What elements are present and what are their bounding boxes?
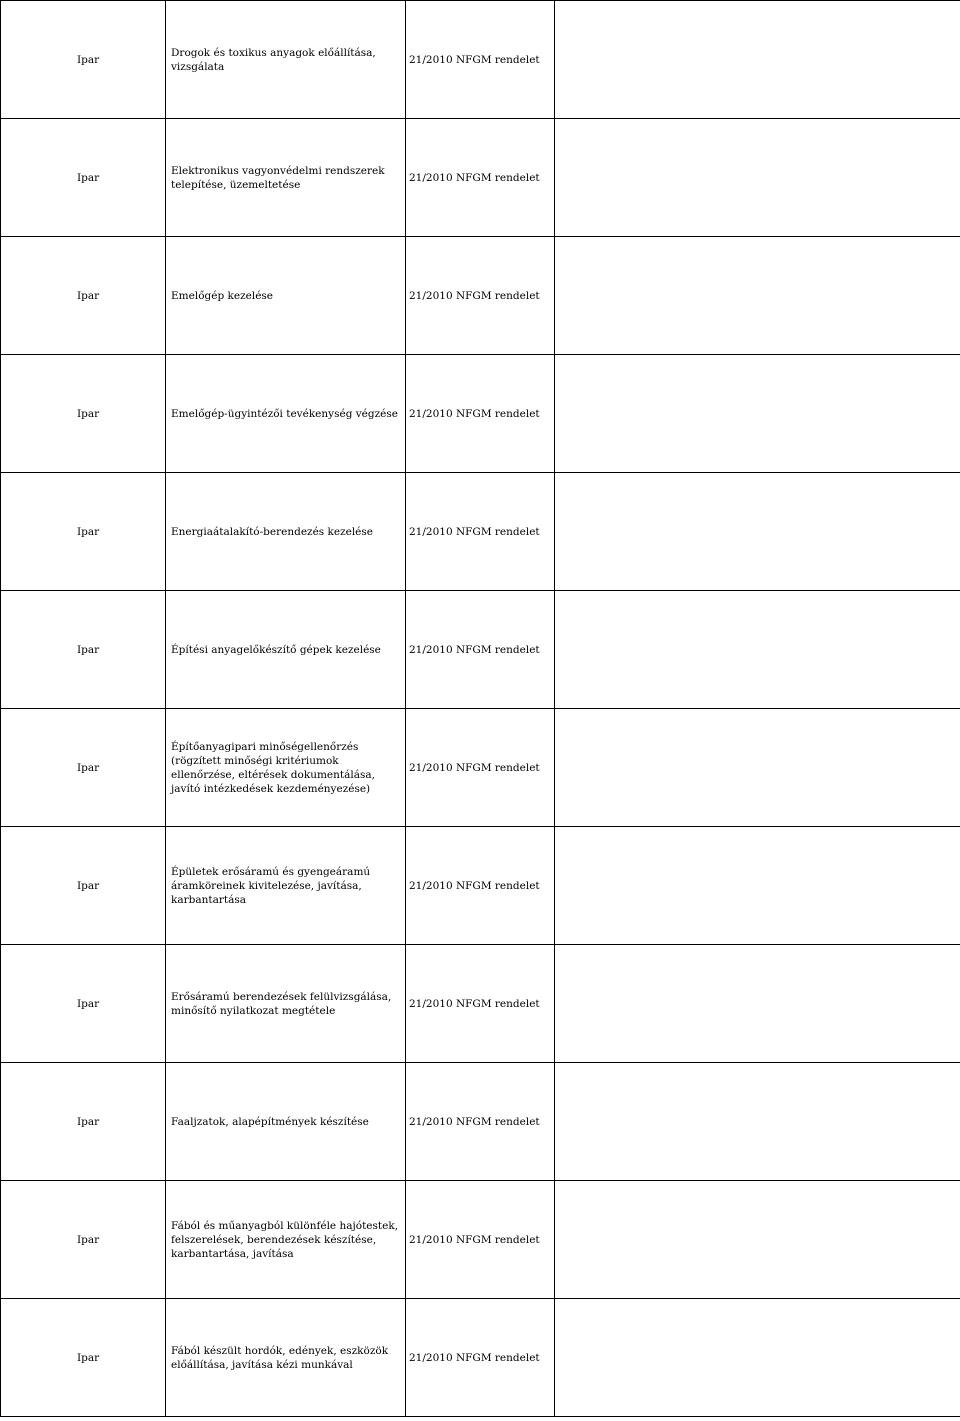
table-row <box>1 591 960 709</box>
regulation-cell: 21/2010 NFGM rendelet <box>406 945 555 1063</box>
regulation-cell: 21/2010 NFGM rendelet <box>406 1299 555 1417</box>
activity-cell: Építőanyagipari minőségellenőrzés (rögzített minőségi kritériumok ellenőrzése, eltérések dokumentálása, javító intézkedések kezdeményezése) <box>166 709 406 827</box>
regulation-cell: 21/2010 NFGM rendelet <box>406 1181 555 1299</box>
table-row <box>1 1063 960 1181</box>
sector-cell: Ipar <box>1 237 166 355</box>
activity-cell: Erősáramú berendezések felülvizsgálása, minősítő nyilatkozat megtétele <box>166 945 406 1063</box>
sector-cell: Ipar <box>1 945 166 1063</box>
regulation-cell: 21/2010 NFGM rendelet <box>406 119 555 237</box>
table-row <box>1 945 960 1063</box>
activity-cell: Elektronikus vagyonvédelmi rendszerek telepítése, üzemeltetése <box>166 119 406 237</box>
regulation-cell: 21/2010 NFGM rendelet <box>406 827 555 945</box>
table-row <box>1 119 960 237</box>
table-row <box>1 355 960 473</box>
empty-cell <box>555 473 960 591</box>
sector-cell: Ipar <box>1 1299 166 1417</box>
empty-cell <box>555 1063 960 1181</box>
table-row <box>1 709 960 827</box>
empty-cell <box>555 119 960 237</box>
activity-cell: Energiaátalakító-berendezés kezelése <box>166 473 406 591</box>
table-row <box>1 473 960 591</box>
activity-table-body <box>1 1 960 1417</box>
activity-cell: Fából és műanyagból különféle hajótestek, felszerelések, berendezések készítése, karbantartása, javítása <box>166 1181 406 1299</box>
empty-cell <box>555 709 960 827</box>
sector-cell: Ipar <box>1 1 166 119</box>
empty-cell <box>555 1299 960 1417</box>
activity-cell: Emelőgép kezelése <box>166 237 406 355</box>
activity-cell: Épületek erősáramú és gyengeáramú áramköreinek kivitelezése, javítása, karbantartása <box>166 827 406 945</box>
regulation-cell: 21/2010 NFGM rendelet <box>406 1063 555 1181</box>
regulation-cell: 21/2010 NFGM rendelet <box>406 237 555 355</box>
sector-cell: Ipar <box>1 1181 166 1299</box>
regulation-cell: 21/2010 NFGM rendelet <box>406 355 555 473</box>
empty-cell <box>555 237 960 355</box>
table-row <box>1 1299 960 1417</box>
sector-cell: Ipar <box>1 119 166 237</box>
empty-cell <box>555 945 960 1063</box>
table-row <box>1 1181 960 1299</box>
table-row <box>1 827 960 945</box>
sector-cell: Ipar <box>1 1063 166 1181</box>
activity-cell: Faaljzatok, alapépítmények készítése <box>166 1063 406 1181</box>
sector-cell: Ipar <box>1 827 166 945</box>
regulation-cell: 21/2010 NFGM rendelet <box>406 1 555 119</box>
sector-cell: Ipar <box>1 473 166 591</box>
regulation-cell: 21/2010 NFGM rendelet <box>406 591 555 709</box>
empty-cell <box>555 1 960 119</box>
activity-cell: Fából készült hordók, edények, eszközök előállítása, javítása kézi munkával <box>166 1299 406 1417</box>
activity-cell: Emelőgép-ügyintézői tevékenység végzése <box>166 355 406 473</box>
empty-cell <box>555 1181 960 1299</box>
table-row <box>1 237 960 355</box>
regulation-cell: 21/2010 NFGM rendelet <box>406 473 555 591</box>
sector-cell: Ipar <box>1 591 166 709</box>
empty-cell <box>555 827 960 945</box>
empty-cell <box>555 355 960 473</box>
sector-cell: Ipar <box>1 709 166 827</box>
table-row <box>1 1 960 119</box>
activity-cell: Drogok és toxikus anyagok előállítása, vizsgálata <box>166 1 406 119</box>
regulation-cell: 21/2010 NFGM rendelet <box>406 709 555 827</box>
activity-cell: Építési anyagelőkészítő gépek kezelése <box>166 591 406 709</box>
sector-cell: Ipar <box>1 355 166 473</box>
empty-cell <box>555 591 960 709</box>
